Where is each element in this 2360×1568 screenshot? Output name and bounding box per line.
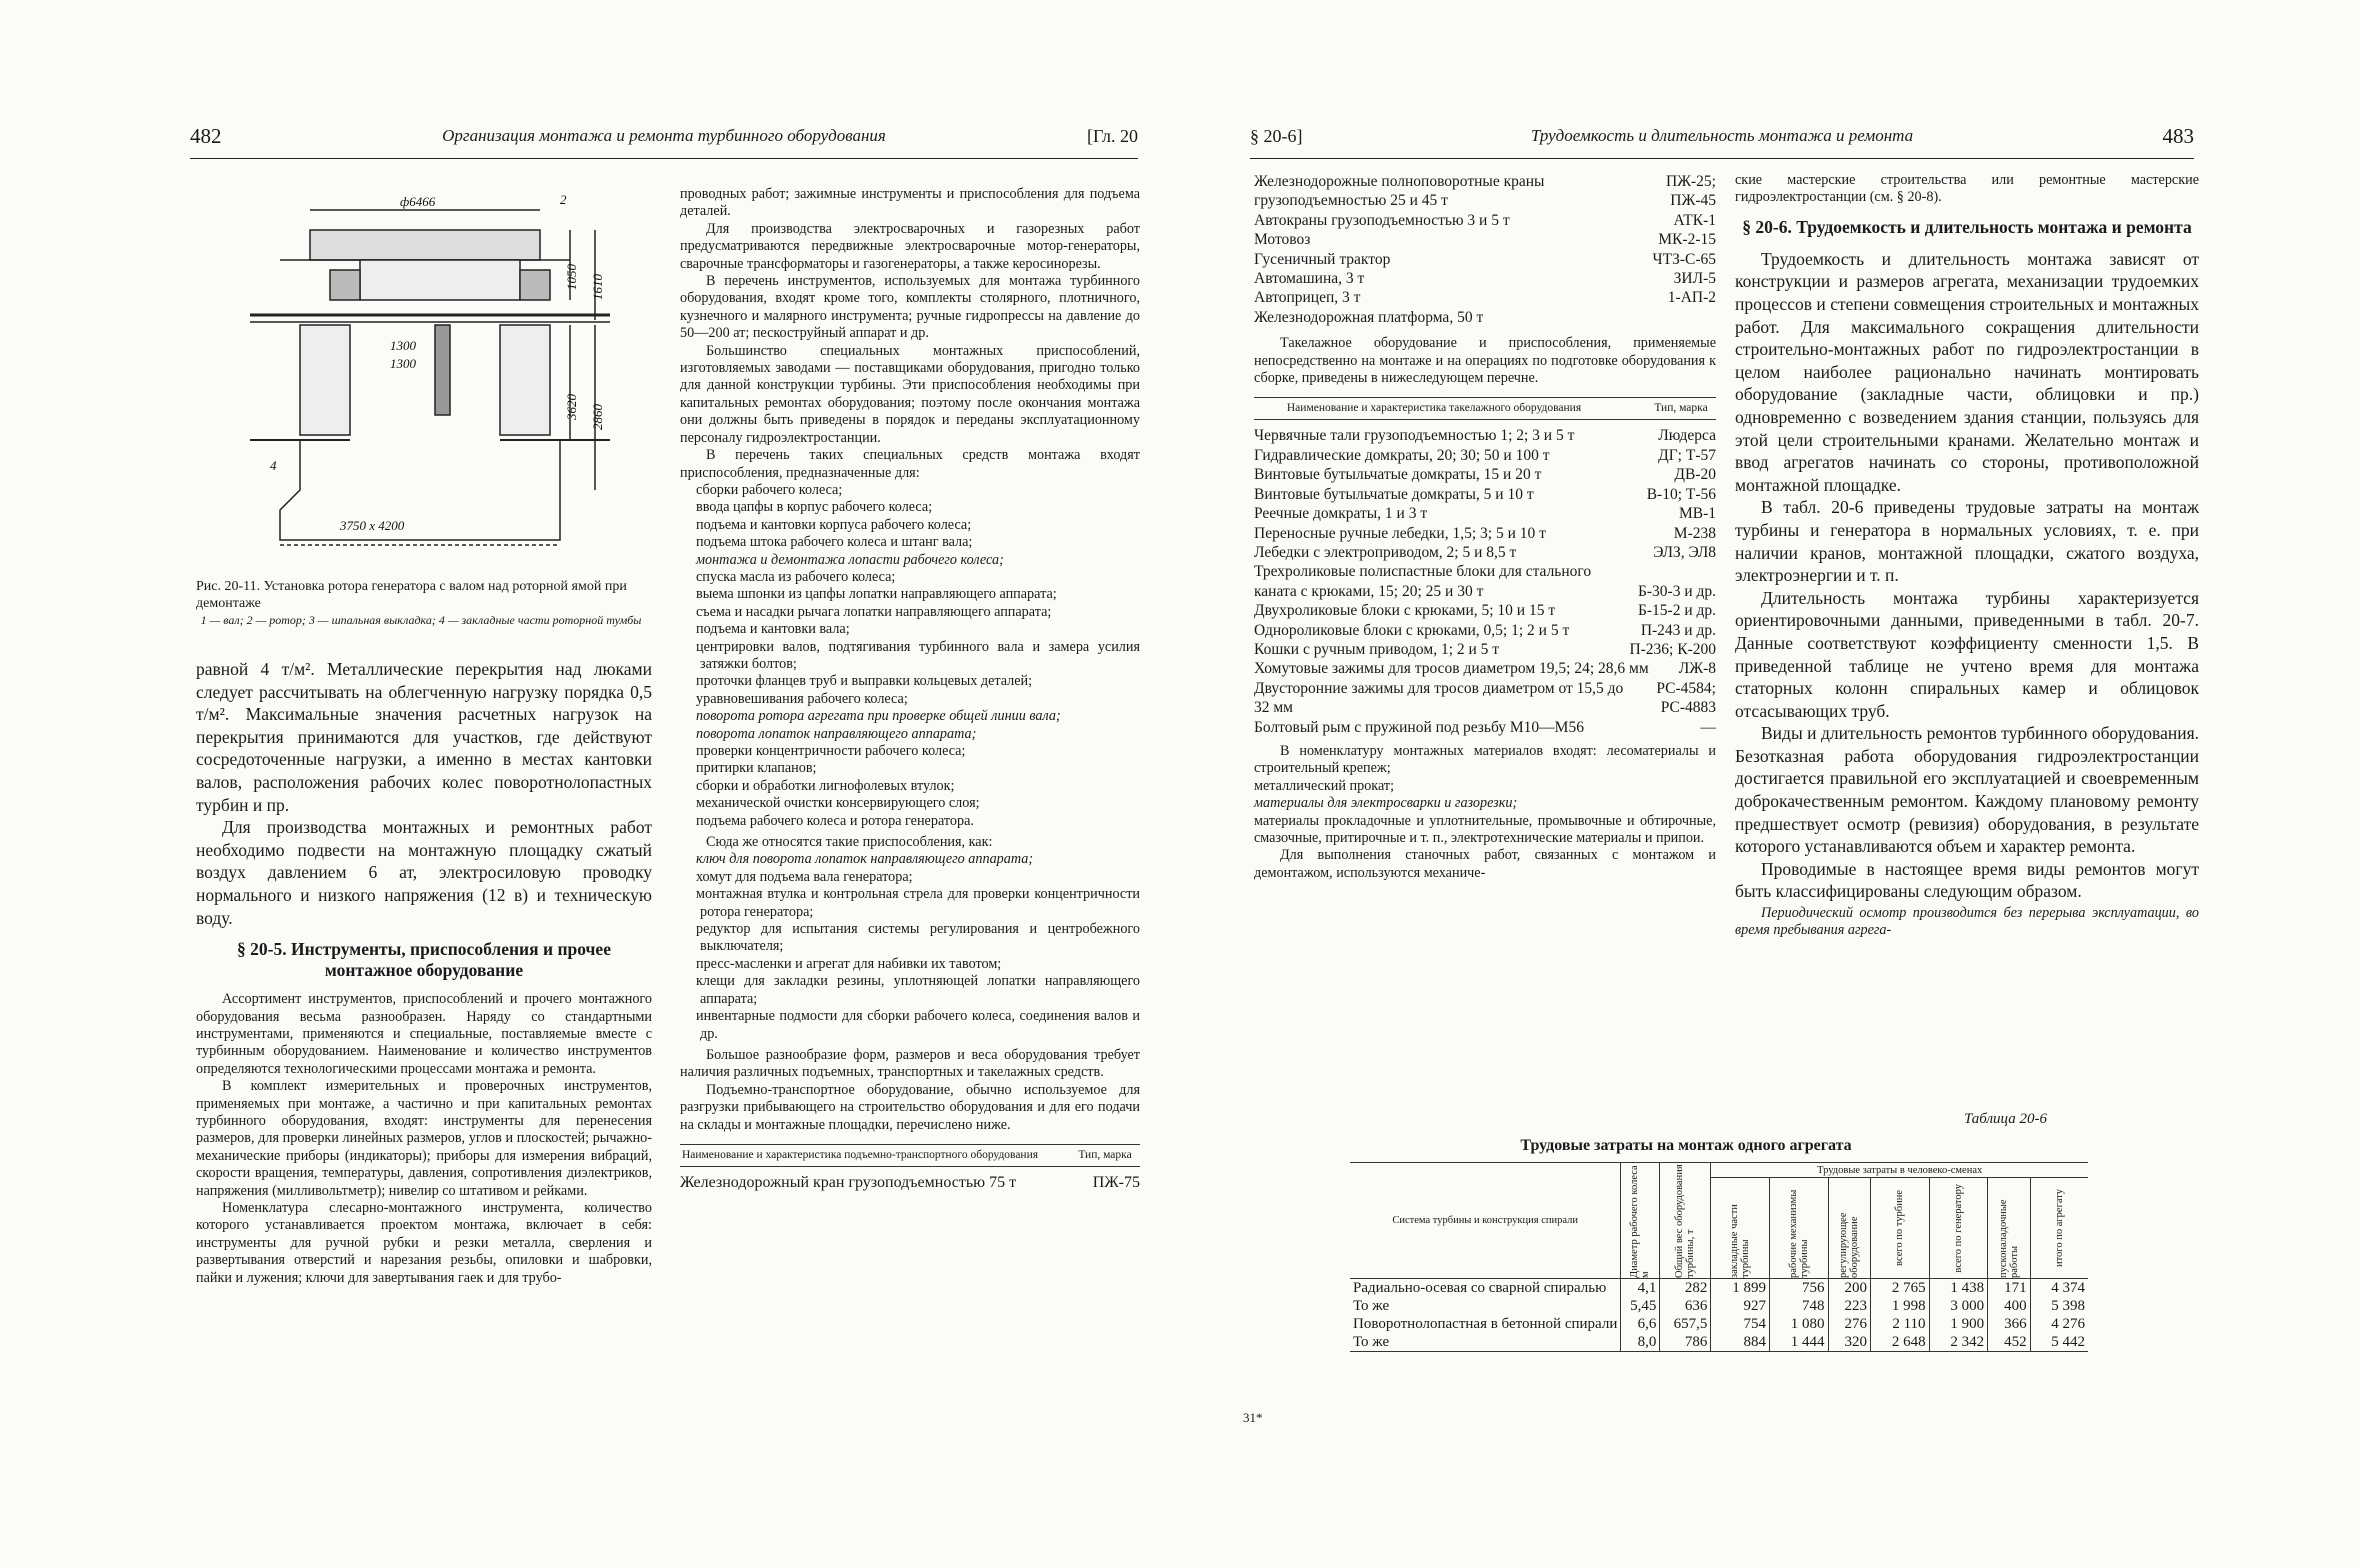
table-row (1254, 308, 1716, 327)
right-column-2 (1735, 172, 2199, 940)
caption-text: Рис. 20-11. Установка ротора генератора с валом над роторной ямой при демонтаже (196, 579, 627, 611)
col-unit-total: итого по агрегату (2030, 1178, 2088, 1279)
paragraph: В табл. 20-6 приведены трудовые затраты на монтаж турбины и генератора в нормальных условиях, т. е. при наличии кранов, монтажной площадки, сжатого воздуха, электроэнергии и т. п. (1735, 497, 2199, 586)
row-name: Однороликовые блоки с крюками, 0,5; 1; 2 и 5 т (1254, 621, 1570, 639)
cell: 1 900 (1929, 1315, 1988, 1333)
list-item: сборки и обработки лигнофолевых втулок; (696, 777, 955, 794)
running-title: Трудоемкость и длительность монтажа и ремонта (1530, 126, 1914, 145)
row-mark: Людерса (1658, 427, 1716, 445)
table-row (1254, 446, 1716, 465)
row-name: Двусторонние зажимы для тросов диаметром от 15,5 до 32 мм (1254, 679, 1624, 717)
row-name: Переносные ручные лебедки, 1,5; 3; 5 и 10 т (1254, 524, 1546, 542)
list-item: подъема рабочего колеса и ротора генератора. (696, 812, 974, 829)
page-number: 482 (190, 124, 222, 148)
list-item: хомут для подъема вала генератора; (696, 868, 913, 885)
table-title: Трудовые затраты на монтаж одного агрегата (1520, 1137, 1852, 1154)
section-ref: § 20-6] (1250, 126, 1303, 146)
list-item: выема шпонки из цапфы лопатки направляющего аппарата; (696, 586, 1057, 603)
list-item: редуктор для испытания системы регулирования и центробежного выключателя; (696, 921, 1140, 955)
row-mark: М-238 (1673, 524, 1716, 542)
list-item: подъема и кантовки вала; (696, 621, 850, 638)
table-row (1254, 426, 1716, 445)
cell: 200 (1828, 1279, 1870, 1298)
list-item: спуска масла из рабочего колеса; (696, 568, 896, 585)
row-mark: МК-2-15 (1658, 231, 1716, 249)
row-name: Мотовоз (1254, 231, 1311, 249)
paragraph: Проводимые в настоящее время виды ремонтов могут быть классифицированы следующим образом. (1735, 858, 2199, 902)
list-item: клещи для закладки резины, уплотняющей лопатки направляющего аппарата; (696, 973, 1140, 1007)
section-heading-20-6: § 20-6. Трудоемкость и длительность монтажа и ремонта (1742, 216, 2192, 237)
row-name: Железнодорожные полноповоротные краны грузоподъемностью 25 и 45 т (1254, 173, 1545, 210)
list-item: инвентарные подмости для сборки рабочего колеса, соединения валов и др. (696, 1008, 1140, 1042)
paragraph: Трудоемкость и длительность монтажа зависят от конструкции и размеров агрегата, механизации трудоемких процессов и степени совмещения строительных и монтажных работ. Для максимального сокращения длительности строительно-монтажных работ по гидроэлектростанции в целом наиболее рационально начинать монтировать оборудование (закладные части, облицовки и пр.) одновременно с возведением здания станции, пользуясь для этой цели строительными кранами. Желательно монтаж и ввод агрегатов начинать со стороны, противоположной монтажной площадке. (1735, 248, 2199, 495)
caption-key: 1 — вал; 2 — ротор; 3 — шпальная выкладка; 4 — закладные части роторной тумбы (200, 613, 642, 627)
paragraph: В комплект измерительных и проверочных инструментов, применяемых при монтаже, а частично и при капитальных ремонтах турбинного оборудования, входят: инструменты для перенесения размеров, для проверки линейных размеров, углов и плоскостей; рычажно-механические приборы (индикаторы); приборы для измерения вибраций, скорости вращения, температуры, давления, сопротивления диэлектриков, напряжения (милливольтметр); нивелир со штативом и рейками. (196, 1078, 652, 1199)
table-row (1254, 562, 1716, 601)
cell: 171 (1988, 1279, 2030, 1298)
col-mechanisms: рабочие механизмы турбины (1769, 1178, 1828, 1279)
list-item: ввода цапфы в корпус рабочего колеса; (696, 499, 933, 516)
cell: 4,1 (1621, 1279, 1660, 1298)
rigging-table-header (1254, 397, 1716, 420)
paragraph: Сюда же относятся такие приспособления, как: (706, 834, 993, 851)
running-title: Организация монтажа и ремонта турбинного оборудования (442, 126, 886, 145)
dim-diameter: ф6466 (400, 194, 436, 209)
list-item: ключ для поворота лопаток направляющего аппарата; (696, 851, 1034, 868)
list-item: поворота лопаток направляющего аппарата; (696, 725, 977, 742)
cell: 282 (1660, 1279, 1711, 1298)
dim-3620: 3620 (564, 394, 579, 420)
dim-2860: 2860 (590, 404, 605, 430)
running-head-left (190, 124, 1138, 159)
col-commissioning: пусконаладочные работы (1988, 1178, 2030, 1279)
row-mark: ДВ-20 (1674, 466, 1716, 484)
cell: 6,6 (1621, 1315, 1660, 1333)
table-row (1254, 485, 1716, 504)
cell: 786 (1660, 1333, 1711, 1352)
cell: 1 438 (1929, 1279, 1988, 1298)
cell: 276 (1828, 1315, 1870, 1333)
cell: 927 (1711, 1297, 1770, 1315)
list-item: подъема и кантовки корпуса рабочего колеса; (696, 516, 972, 533)
list-item: сборки рабочего колеса; (696, 481, 843, 498)
paragraph: равной 4 т/м². Металлические перекрытия над люками следует рассчитывать на облегченную нагрузку порядка 0,5 т/м². Максимальные значения расчетных нагрузок на перекрытия принимаются для участков, где действуют сосредоточенные нагрузки, а именно в местах кантовки валов, расположения рабочих колес поворотнолопастных турбин и пр. (196, 659, 652, 815)
table-row (1254, 211, 1716, 230)
row-name: Червячные тали грузоподъемностью 1; 2; 3 и 5 т (1254, 427, 1575, 445)
dim-1300a: 1300 (390, 338, 416, 353)
paragraph: Длительность монтажа турбины характеризуется ориентировочными данными, приведенными в табл. 20-7. Данные соответствуют коэффициенту сменности 1,5. В приведенной таблице не учтено время для монтажа статорных колонн спиральных камер и облицовок отсасывающих труб. (1735, 587, 2199, 721)
section-heading-20-5: § 20-5. Инструменты, приспособления и прочее монтажное оборудование (237, 939, 611, 981)
row-mark: Б-30-3 и др. (1637, 582, 1716, 600)
table-row (1350, 1297, 2088, 1315)
table-row (1254, 640, 1716, 659)
row-mark: — (1700, 718, 1716, 736)
cell-system: То же (1350, 1297, 1621, 1315)
list-item: проверки концентричности рабочего колеса; (696, 743, 966, 759)
row-mark: ПЖ-75 (1092, 1173, 1140, 1191)
cell: 1 899 (1711, 1279, 1770, 1298)
row-mark: ДГ; Т-57 (1658, 446, 1716, 464)
dim-3750x4200: 3750 x 4200 (340, 518, 405, 533)
row-mark: ПЖ-25; ПЖ-45 (1665, 173, 1716, 210)
col-diameter: Диаметр рабочего колеса м (1621, 1163, 1660, 1279)
row-mark: РС-4584; РС-4883 (1656, 679, 1716, 717)
list-item: монтажа и демонтажа лопасти рабочего колеса; (696, 551, 1004, 568)
row-name: Реечные домкраты, 1 и 3 т (1254, 505, 1428, 523)
row-mark: МВ-1 (1678, 505, 1716, 523)
list-item: притирки клапанов; (696, 760, 817, 777)
cell: 320 (1828, 1333, 1870, 1352)
paragraph: Периодический осмотр производится без перерыва эксплуатации, во время пребывания агрега- (1735, 905, 2199, 939)
table-row (1254, 504, 1716, 523)
cell: 3 000 (1929, 1297, 1988, 1315)
table-row (1254, 172, 1716, 211)
header-mark: Тип, марка (1078, 1148, 1132, 1161)
cell: 2 648 (1870, 1333, 1929, 1352)
paragraph: ские мастерские строительства или ремонтные мастерские гидроэлектростанции (см. § 20-8). (1735, 172, 2199, 206)
table-row (1254, 230, 1716, 249)
row-mark: ЭЛЗ, ЭЛ8 (1653, 543, 1716, 561)
header-name: Наименование и характеристика такелажного оборудования (1286, 402, 1582, 415)
table-row (1350, 1279, 2088, 1298)
cell: 4 276 (2030, 1315, 2088, 1333)
cell: 366 (1988, 1315, 2030, 1333)
dim-1300b: 1300 (390, 356, 416, 371)
list-item: подъема штока рабочего колеса и штанг вала; (696, 534, 973, 551)
paragraph: металлический прокат; (1254, 777, 1395, 794)
cell: 884 (1711, 1333, 1770, 1352)
list-item: съема и насадки рычага лопатки направляющего аппарата; (696, 603, 1052, 620)
row-name: Автомашина, 3 т (1254, 270, 1365, 288)
table-row (1254, 465, 1716, 484)
row-mark: 1-АП-2 (1667, 289, 1716, 307)
cell: 8,0 (1621, 1333, 1660, 1352)
col-embedded: закладные части турбины (1711, 1178, 1770, 1279)
row-name: Железнодорожный кран грузоподъемностью 75 т (680, 1173, 1017, 1191)
row-name: Хомутовые зажимы для тросов диаметром 19,5; 24; 28,6 мм (1254, 660, 1649, 678)
figure-caption (196, 578, 646, 629)
paragraph: материалы для электросварки и газорезки; (1254, 795, 1518, 812)
row-mark: П-236; К-200 (1629, 640, 1716, 658)
table-row (1254, 718, 1716, 737)
row-name: Трехроликовые полиспастные блоки для стального каната с крюками, 15; 20; 25 и 30 т (1254, 563, 1592, 600)
table-row (1254, 250, 1716, 269)
row-mark: В-10; Т-56 (1646, 485, 1716, 503)
cell: 748 (1769, 1297, 1828, 1315)
cell: 452 (1988, 1333, 2030, 1352)
table-row (1254, 659, 1716, 678)
col-weight: Общий вес оборудования турбины, т (1660, 1163, 1711, 1279)
paragraph: В номенклатуру монтажных материалов входят: лесоматериалы и строительный крепеж; (1254, 742, 1716, 777)
cell: 1 080 (1769, 1315, 1828, 1333)
row-mark: П-243 и др. (1640, 621, 1716, 639)
cell: 756 (1769, 1279, 1828, 1298)
cell: 1 444 (1769, 1333, 1828, 1352)
rotor-installation-figure (240, 190, 660, 570)
cell-system: Радиально-осевая со сварной спиралью (1350, 1279, 1621, 1298)
row-name: Винтовые бутыльчатые домкраты, 5 и 10 т (1254, 485, 1534, 503)
paragraph: Для производства электросварочных и газорезных работ предусматриваются передвижные электросварочные мотор-генераторы, сварочные трансформаторы и газогенераторы, а также керосинорезы. (680, 220, 1140, 272)
paragraph: Для производства монтажных и ремонтных работ необходимо подвести на монтажную площадку сжатый воздух давлением 6 ат, электросиловую проводку нормального и низкого напряжения (12 в) и техническую воду. (196, 817, 652, 928)
row-mark: ЗИЛ-5 (1673, 270, 1716, 288)
table-row (1254, 543, 1716, 562)
right-column-1 (1254, 172, 1716, 882)
row-name: Гидравлические домкраты, 20; 30; 50 и 100 т (1254, 446, 1550, 464)
table-row (1350, 1333, 2088, 1352)
list-item: механической очистки консервирующего слоя; (696, 795, 980, 812)
col-regulating: регулирующее оборудование (1828, 1178, 1870, 1279)
paragraph: Ассортимент инструментов, приспособлений и прочего монтажного оборудования весьма разнообразен. Наряду со стандартными инструментами, применяются и специальные, поставляемые вместе с турбинным оборудованием. Наименование и количество инструментов определяются технологическими процессами монтажа и ремонта. (196, 991, 652, 1077)
cell: 5 442 (2030, 1333, 2088, 1352)
labour-table (1350, 1162, 2088, 1352)
table-row (1254, 524, 1716, 543)
cell: 5 398 (2030, 1297, 2088, 1315)
cell: 636 (1660, 1297, 1711, 1315)
col-group: Трудовые затраты в человеко-сменах (1711, 1163, 2088, 1178)
paragraph: материалы прокладочные и уплотнительные, промывочные и обтирочные, смазочные, притирочные и т. п., электротехнические материалы и припои. (1254, 812, 1716, 846)
marker-2: 2 (560, 192, 567, 207)
paragraph: В перечень инструментов, используемых для монтажа турбинного оборудования, входят кроме того, комплекты столярного, плотничного, кузнечного и малярного инструмента; ручные гидропрессы на давление до 50—200 ат; пескоструйный аппарат и др. (680, 273, 1140, 342)
row-name: Железнодорожная платформа, 50 т (1254, 308, 1484, 326)
left-column-2 (680, 186, 1140, 1193)
col-system: Система турбины и конструкция спирали (1350, 1163, 1621, 1279)
cell: 2 342 (1929, 1333, 1988, 1352)
table-row (1254, 601, 1716, 620)
list-item: пресс-масленки и агрегат для набивки их тавотом; (696, 955, 1002, 972)
row-name: Гусеничный трактор (1254, 250, 1391, 268)
row-name: Болтовый рым с пружиной под резьбу М10—М56 (1254, 718, 1584, 736)
table-row (680, 1173, 1140, 1193)
cell-system: То же (1350, 1333, 1621, 1352)
cell-system: Поворотнолопастная в бетонной спирали (1350, 1315, 1621, 1333)
transport-table-header (680, 1144, 1140, 1167)
paragraph: Для выполнения станочных работ, связанных с монтажом и демонтажом, используются механиче- (1254, 847, 1716, 881)
paragraph: В перечень таких специальных средств монтажа входят приспособления, предназначенные для: (680, 447, 1140, 481)
paragraph: Номенклатура слесарно-монтажного инструмента, количество которого устанавливается проектом монтажа, включает в себя: инструменты для ручной рубки и резки металла, сверления и развертывания отверстий и нарезания резьбы, опиловки и шабровки, пайки и лужения; ключи для завертывания гаек и для трубо- (196, 1200, 652, 1286)
left-column-1 (196, 658, 652, 1287)
page-number: 483 (2162, 124, 2194, 148)
cell: 754 (1711, 1315, 1770, 1333)
signature-mark: 31* (1243, 1410, 1263, 1425)
cell: 657,5 (1660, 1315, 1711, 1333)
header-name: Наименование и характеристика подъемно-транспортного оборудования (681, 1148, 1039, 1161)
table-caption: Таблица 20-6 (1964, 1111, 2047, 1127)
row-mark: ЛЖ-8 (1678, 660, 1716, 678)
paragraph: Большое разнообразие форм, размеров и веса оборудования требует наличия различных подъемных, транспортных и такелажных средств. (680, 1046, 1140, 1081)
row-name: Кошки с ручным приводом, 1; 2 и 5 т (1254, 640, 1500, 658)
table-row (1254, 288, 1716, 307)
cell: 5,45 (1621, 1297, 1660, 1315)
marker-4: 4 (270, 458, 277, 473)
paragraph: Виды и длительность ремонтов турбинного оборудования. Безотказная работа оборудования гидроэлектростанции достигается правильной его эксплуатацией и своевременным доброкачественным ремонтом. Каждому плановому ремонту предшествует осмотр (ревизия) оборудования, в результате которого устанавливаются объем и характер ремонта. (1735, 723, 2199, 857)
col-turbine-total: всего по турбине (1870, 1178, 1929, 1279)
cell: 400 (1988, 1297, 2030, 1315)
list-item: центрировки валов, подтягивания турбинного вала и замера усилия затяжки болтов; (696, 638, 1140, 672)
dim-1610: 1610 (590, 274, 605, 300)
cell: 1 998 (1870, 1297, 1929, 1315)
row-name: Двухроликовые блоки с крюками, 5; 10 и 15 т (1254, 602, 1556, 620)
paragraph: проводных работ; зажимные инструменты и приспособления для подъема деталей. (680, 186, 1140, 220)
col-generator-total: всего по генератору (1929, 1178, 1988, 1279)
table-row (1254, 269, 1716, 288)
row-name: Автоприцеп, 3 т (1254, 289, 1361, 307)
table-row (1350, 1315, 2088, 1333)
header-mark: Тип, марка (1654, 402, 1708, 415)
paragraph: Подъемно-транспортное оборудование, обычно используемое для разгрузки прибывающего на строительство оборудования и для его подачи на склады и монтажные площадки, перечислено ниже. (680, 1081, 1140, 1133)
row-name: Лебедки с электроприводом, 2; 5 и 8,5 т (1254, 543, 1517, 561)
row-mark: АТК-1 (1673, 211, 1716, 229)
list-item: поворота ротора агрегата при проверке общей линии вала; (696, 708, 1061, 725)
paragraph: Такелажное оборудование и приспособления, применяемые непосредственно на монтаже и на операциях по подготовке оборудования к сборке, приведены в нижеследующем перечне. (1254, 335, 1716, 387)
row-name: Автокраны грузоподъемностью 3 и 5 т (1254, 211, 1510, 229)
running-head-right (1250, 124, 2194, 159)
table-row (1254, 679, 1716, 718)
dim-1050: 1050 (564, 264, 579, 290)
chapter-ref: [Гл. 20 (1086, 126, 1138, 146)
cell: 2 110 (1870, 1315, 1929, 1333)
row-mark: ЧТЗ-С-65 (1652, 250, 1716, 268)
list-item: монтажная втулка и контрольная стрела для проверки концентричности ротора генератора; (696, 886, 1140, 920)
paragraph: Большинство специальных монтажных приспособлений, изготовляемых заводами — поставщиками оборудования, пригодно только для данной конструкции турбины. Эти приспособления необходимы при капитальных ремонтах оборудования; поэтому после окончания монтажа они должны быть приведены в порядок и переданы эксплуатационному персоналу гидроэлектростанции. (680, 342, 1140, 446)
cell: 2 765 (1870, 1279, 1929, 1298)
table-row (1254, 621, 1716, 640)
list-item: уравновешивания рабочего колеса; (696, 690, 908, 707)
cell: 4 374 (2030, 1279, 2088, 1298)
row-mark: Б-15-2 и др. (1637, 602, 1716, 620)
list-item: проточки фланцев труб и выправки кольцевых деталей; (696, 673, 1033, 690)
cell: 223 (1828, 1297, 1870, 1315)
row-name: Винтовые бутыльчатые домкраты, 15 и 20 т (1254, 466, 1542, 484)
